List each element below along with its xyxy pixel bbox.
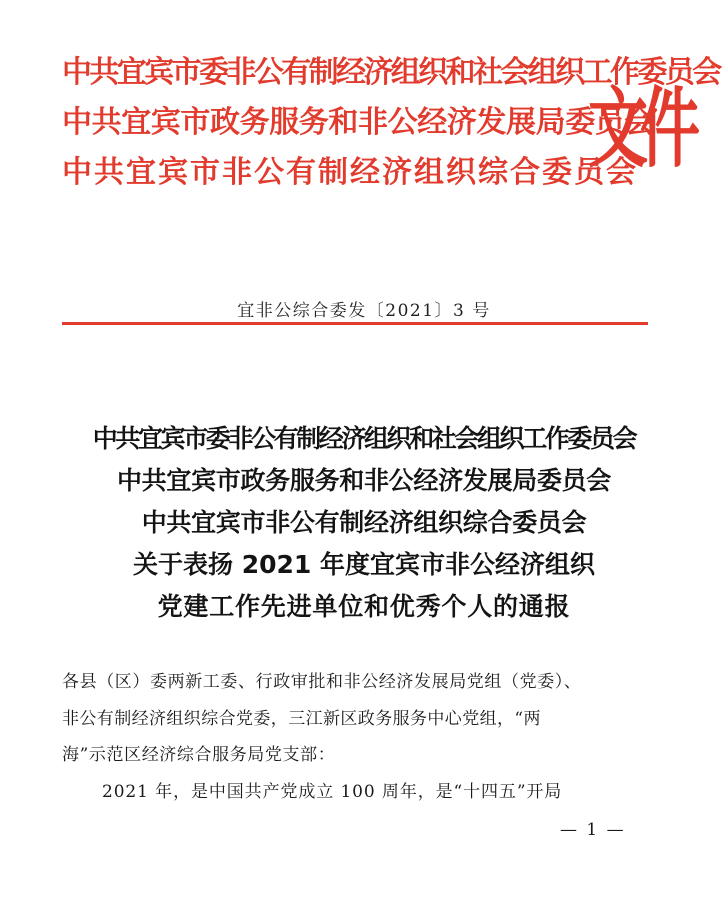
document-title (0, 418, 728, 628)
body-text (62, 664, 662, 810)
title-line: 中共宜宾市政务服务和非公经济发展局委员会 (116, 466, 611, 495)
document-mark: 文件 (588, 78, 692, 181)
page-number: — 1 — (560, 820, 626, 840)
issuer-line: 中共宜宾市政务服务和非公经济发展局委员会 (62, 105, 654, 140)
issuer-line: 中共宜宾市非公有制经济组织综合委员会 (62, 155, 638, 190)
red-divider (62, 322, 648, 325)
title-line: 党建工作先进单位和优秀个人的通报 (157, 592, 571, 621)
paragraph-line: 2021 年，是中国共产党成立 100 周年，是“十四五”开局 (102, 781, 563, 802)
recipient-line: 海”示范区经济综合服务局党支部： (62, 745, 336, 765)
issuer-header (62, 50, 720, 210)
title-line: 中共宜宾市委非公有制经济组织和社会组织工作委员会 (92, 424, 636, 453)
document-number: 宜非公综合委发〔2021〕3 号 (237, 301, 491, 321)
recipient-line: 各县（区）委两新工委、行政审批和非公经济发展局党组（党委）、 (62, 672, 582, 692)
issuer-line: 中共宜宾市委非公有制经济组织和社会组织工作委员会 (62, 55, 720, 90)
title-line: 关于表扬 2021 年度宜宾市非公经济组织 (133, 550, 595, 579)
recipient-line: 非公有制经济组织综合党委，三江新区政务服务中心党组，“两 (62, 708, 541, 729)
title-line: 中共宜宾市非公有制经济组织综合委员会 (141, 508, 587, 537)
